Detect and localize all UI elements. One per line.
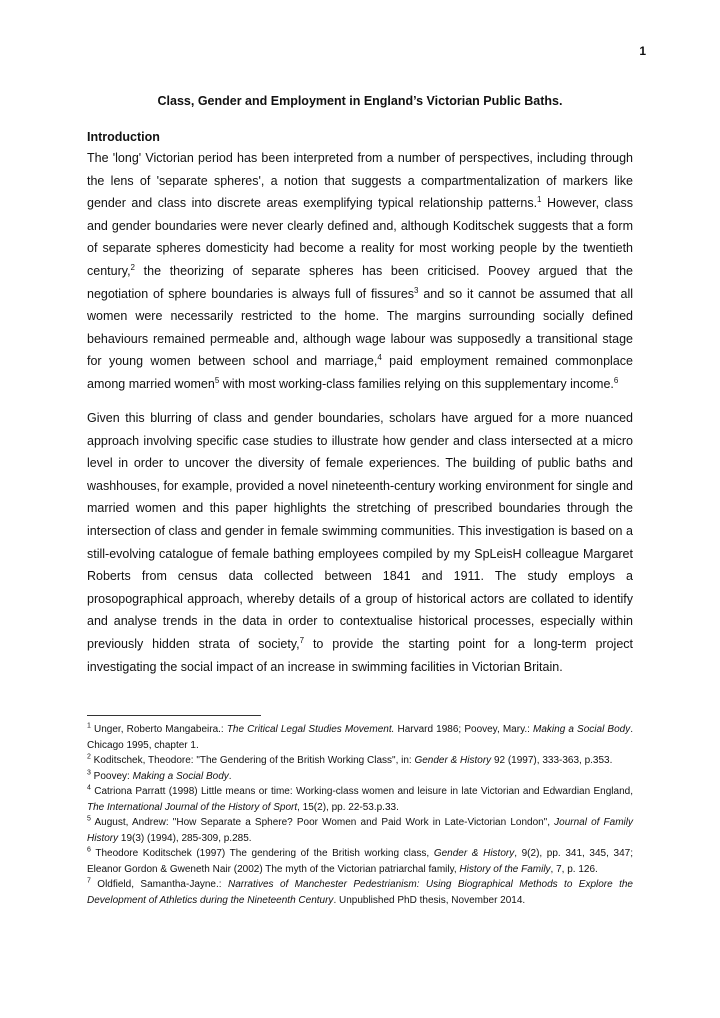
paragraph-text: Given this blurring of class and gender boundaries, scholars have argued for a more nuanced approach involving specific case studies to illustrate how gender and class intersected at a micro level in order to uncover the diversity of female experiences. The building of public baths and washhouses, for example, provided a novel nineteenth-century working environment for single and married women and this paper highlights the stretching of prescribed boundaries through the intersection of class and gender in female swimming communities. This investigation is based on a still-evolving catalogue of female bathing employees compiled by my SpLeisH colleague Margaret Roberts from census data collected between 1841 and 1911. The study employs a prosopographical approach, whereby details of a group of historical actors are collated to identify and analyse trends in the data in order to contextualise historical processes, especially within previously hidden strata of society, <box>87 411 633 651</box>
footnote-text: Koditschek, Theodore: "The Gendering of the British Working Class", in: <box>90 755 415 766</box>
footnote-italic: Gender & History <box>414 755 492 766</box>
footnote-ref[interactable]: 1 <box>537 195 542 205</box>
footnote-ref[interactable]: 7 <box>299 635 305 645</box>
footnote-number: 2 <box>87 753 91 761</box>
footnote-number: 7 <box>87 877 91 885</box>
footnote-ref[interactable]: 3 <box>414 285 419 295</box>
footnote-separator <box>87 715 261 716</box>
footnote <box>87 815 633 846</box>
document-title: Class, Gender and Employment in England’s Victorian Public Baths. <box>157 94 563 108</box>
footnote-italic: History of the Family <box>459 863 551 875</box>
footnote-ref[interactable]: 5 <box>214 375 220 385</box>
paragraph-text: with most working-class families relying on this supplementary income. <box>219 376 614 391</box>
footnote <box>87 769 633 785</box>
footnote-text: . <box>228 770 232 782</box>
footnote-italic: Gender & History <box>433 848 515 859</box>
footnote-text: Oldfield, Samantha-Jayne.: <box>90 879 228 890</box>
footnote-italic: Making a Social Body <box>132 770 229 782</box>
footnote-text: August, Andrew: "How Separate a Sphere? Poor Women and Paid Work in Late-Victorian London", <box>90 817 555 828</box>
footnote-ref[interactable]: 6 <box>613 375 619 385</box>
footnote-ref[interactable]: 4 <box>377 353 382 363</box>
footnote-text: , 7, p. 126. <box>550 863 598 875</box>
footnote-ref[interactable]: 2 <box>130 262 135 272</box>
footnote <box>87 753 633 769</box>
footnote-text: . Chicago 1995, chapter 1. <box>87 724 633 751</box>
footnote-text: Poovey: <box>90 770 133 782</box>
footnote-number: 3 <box>87 769 91 777</box>
footnote-text: . Unpublished PhD thesis, November 2014. <box>333 894 526 906</box>
body-paragraph <box>87 147 633 396</box>
footnote <box>87 877 633 908</box>
footnote-italic: The International Journal of the History of Sport <box>87 801 298 813</box>
paragraph-text: the theorizing of separate spheres has been criticised. Poovey argued that the negotiation of sphere boundaries is always full of fissures <box>87 263 633 301</box>
footnote-text: Harvard 1986; Poovey, Mary.: <box>394 724 534 735</box>
footnote <box>87 784 633 815</box>
paragraph-text: and so it cannot be assumed that all women were necessarily restricted to the home. The margins surrounding socially defined behaviours remained permeable and, although wage labour was supposedly a transitional stage for young women between school and marriage, <box>87 286 633 369</box>
body-paragraph <box>87 407 633 678</box>
footnote-number: 4 <box>87 784 91 792</box>
footnote-text: , 15(2), pp. 22-53.p.33. <box>297 801 399 813</box>
footnote-number: 6 <box>87 846 91 854</box>
paragraph-text: The 'long' Victorian period has been interpreted from a number of perspectives, including through the lens of 'separate spheres', a notion that suggests a compartmentalization of markers like gender and class into discrete areas exemplifying typical relationship patterns. <box>87 151 633 211</box>
footnote <box>87 846 633 877</box>
footnote-text: 92 (1997), 333-363, p.353. <box>491 755 613 766</box>
footnote-italic: Narratives of Manchester Pedestrianism: Using Biographical Methods to Explore the Development of Athletics during the Nineteenth Century <box>87 879 633 906</box>
page-number: 1 <box>639 44 646 58</box>
footnote-text: , 9(2), pp. 341, 345, 347; Eleanor Gordon & Gweneth Nair (2002) The myth of the Victorian patriarchal family, <box>87 848 633 875</box>
paragraph-text: to provide the starting point for a long-term project investigating the social impact of an increase in swimming facilities in Victorian Britain. <box>87 636 633 674</box>
paragraph-text: However, class and gender boundaries were never clearly defined and, although Koditschek suggests that a form of separate spheres domesticity had become a reality for most working people by the twentieth century, <box>87 196 633 278</box>
footnote-text: Catriona Parratt (1998) Little means or time: Working-class women and leisure in late Victorian and Edwardian England, <box>90 786 633 797</box>
section-heading-introduction: Introduction <box>87 130 160 144</box>
footnote-italic: Making a Social Body <box>533 724 631 735</box>
footnote-text: 19(3) (1994), 285-309, p.285. <box>118 832 252 844</box>
footnote-number: 1 <box>87 722 91 730</box>
footnote-number: 5 <box>87 815 91 823</box>
footnote <box>87 722 633 753</box>
footnotes <box>87 722 633 908</box>
footnote-text: Theodore Koditschek (1997) The gendering of the British working class, <box>90 848 434 859</box>
footnote-italic: Journal of Family History <box>87 817 634 844</box>
paragraph-text: paid employment remained commonplace among married women <box>87 354 633 391</box>
footnote-italic: The Critical Legal Studies Movement. <box>226 724 395 735</box>
footnote-text: Unger, Roberto Mangabeira.: <box>90 724 227 735</box>
